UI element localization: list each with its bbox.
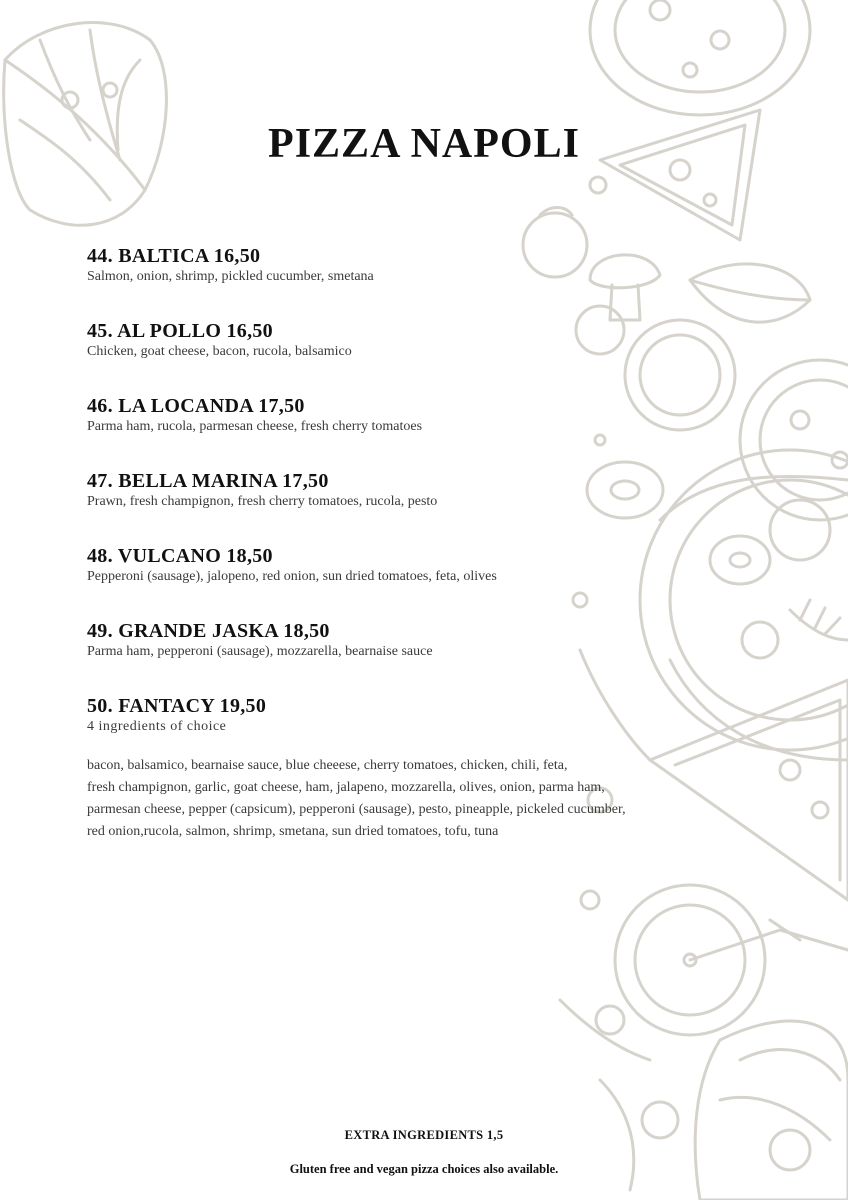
menu-item [87,469,747,544]
ingredient-line: fresh champignon, garlic, goat cheese, ham, jalapeno, mozzarella, olives, onion, parma ham, [87,780,605,795]
menu-item-description: Pepperoni (sausage), jalopeno, red onion, sun dried tomatoes, feta, olives [87,569,497,584]
menu-item [87,244,747,319]
menu-item-name: 48. VULCANO 18,50 [87,545,273,567]
pizza-menu-list [87,244,747,769]
ingredient-choices [87,755,767,843]
menu-item-description: Parma ham, rucola, parmesan cheese, fresh cherry tomatoes [87,419,423,434]
menu-item [87,394,747,469]
menu-item-name: 44. BALTICA 16,50 [87,245,261,267]
menu-item-description: 4 ingredients of choice [87,719,227,734]
menu-item [87,544,747,619]
menu-item-name: 49. GRANDE JASKA 18,50 [87,620,330,642]
ingredient-line: parmesan cheese, pepper (capsicum), pepperoni (sausage), pesto, pineapple, pickeled cucumber, [87,802,626,817]
menu-item-description: Chicken, goat cheese, bacon, rucola, balsamico [87,344,352,359]
footer-note: Gluten free and vegan pizza choices also available. [289,1162,559,1176]
menu-item-description: Prawn, fresh champignon, fresh cherry tomatoes, rucola, pesto [87,494,438,509]
extra-ingredients-price: EXTRA INGREDIENTS 1,5 [344,1128,504,1142]
menu-item-description: Salmon, onion, shrimp, pickled cucumber, smetana [87,269,374,284]
ingredient-line: red onion,rucola, salmon, shrimp, smetana, sun dried tomatoes, tofu, tuna [87,824,499,839]
ingredient-line: bacon, balsamico, bearnaise sauce, blue cheeese, cherry tomatoes, chicken, chili, feta, [87,758,568,773]
menu-item-name: 50. FANTACY 19,50 [87,695,267,717]
pizza-cutter-icon [615,885,848,1035]
menu-item [87,619,747,694]
menu-item-name: 46. LA LOCANDA 17,50 [87,395,305,417]
menu-item-description: Parma ham, pepperoni (sausage), mozzarella, bearnaise sauce [87,644,433,659]
menu-item-name: 45. AL POLLO 16,50 [87,320,273,342]
page-title: PIZZA NAPOLI [268,121,580,167]
menu-item-name: 47. BELLA MARINA 17,50 [87,470,329,492]
menu-item [87,319,747,394]
